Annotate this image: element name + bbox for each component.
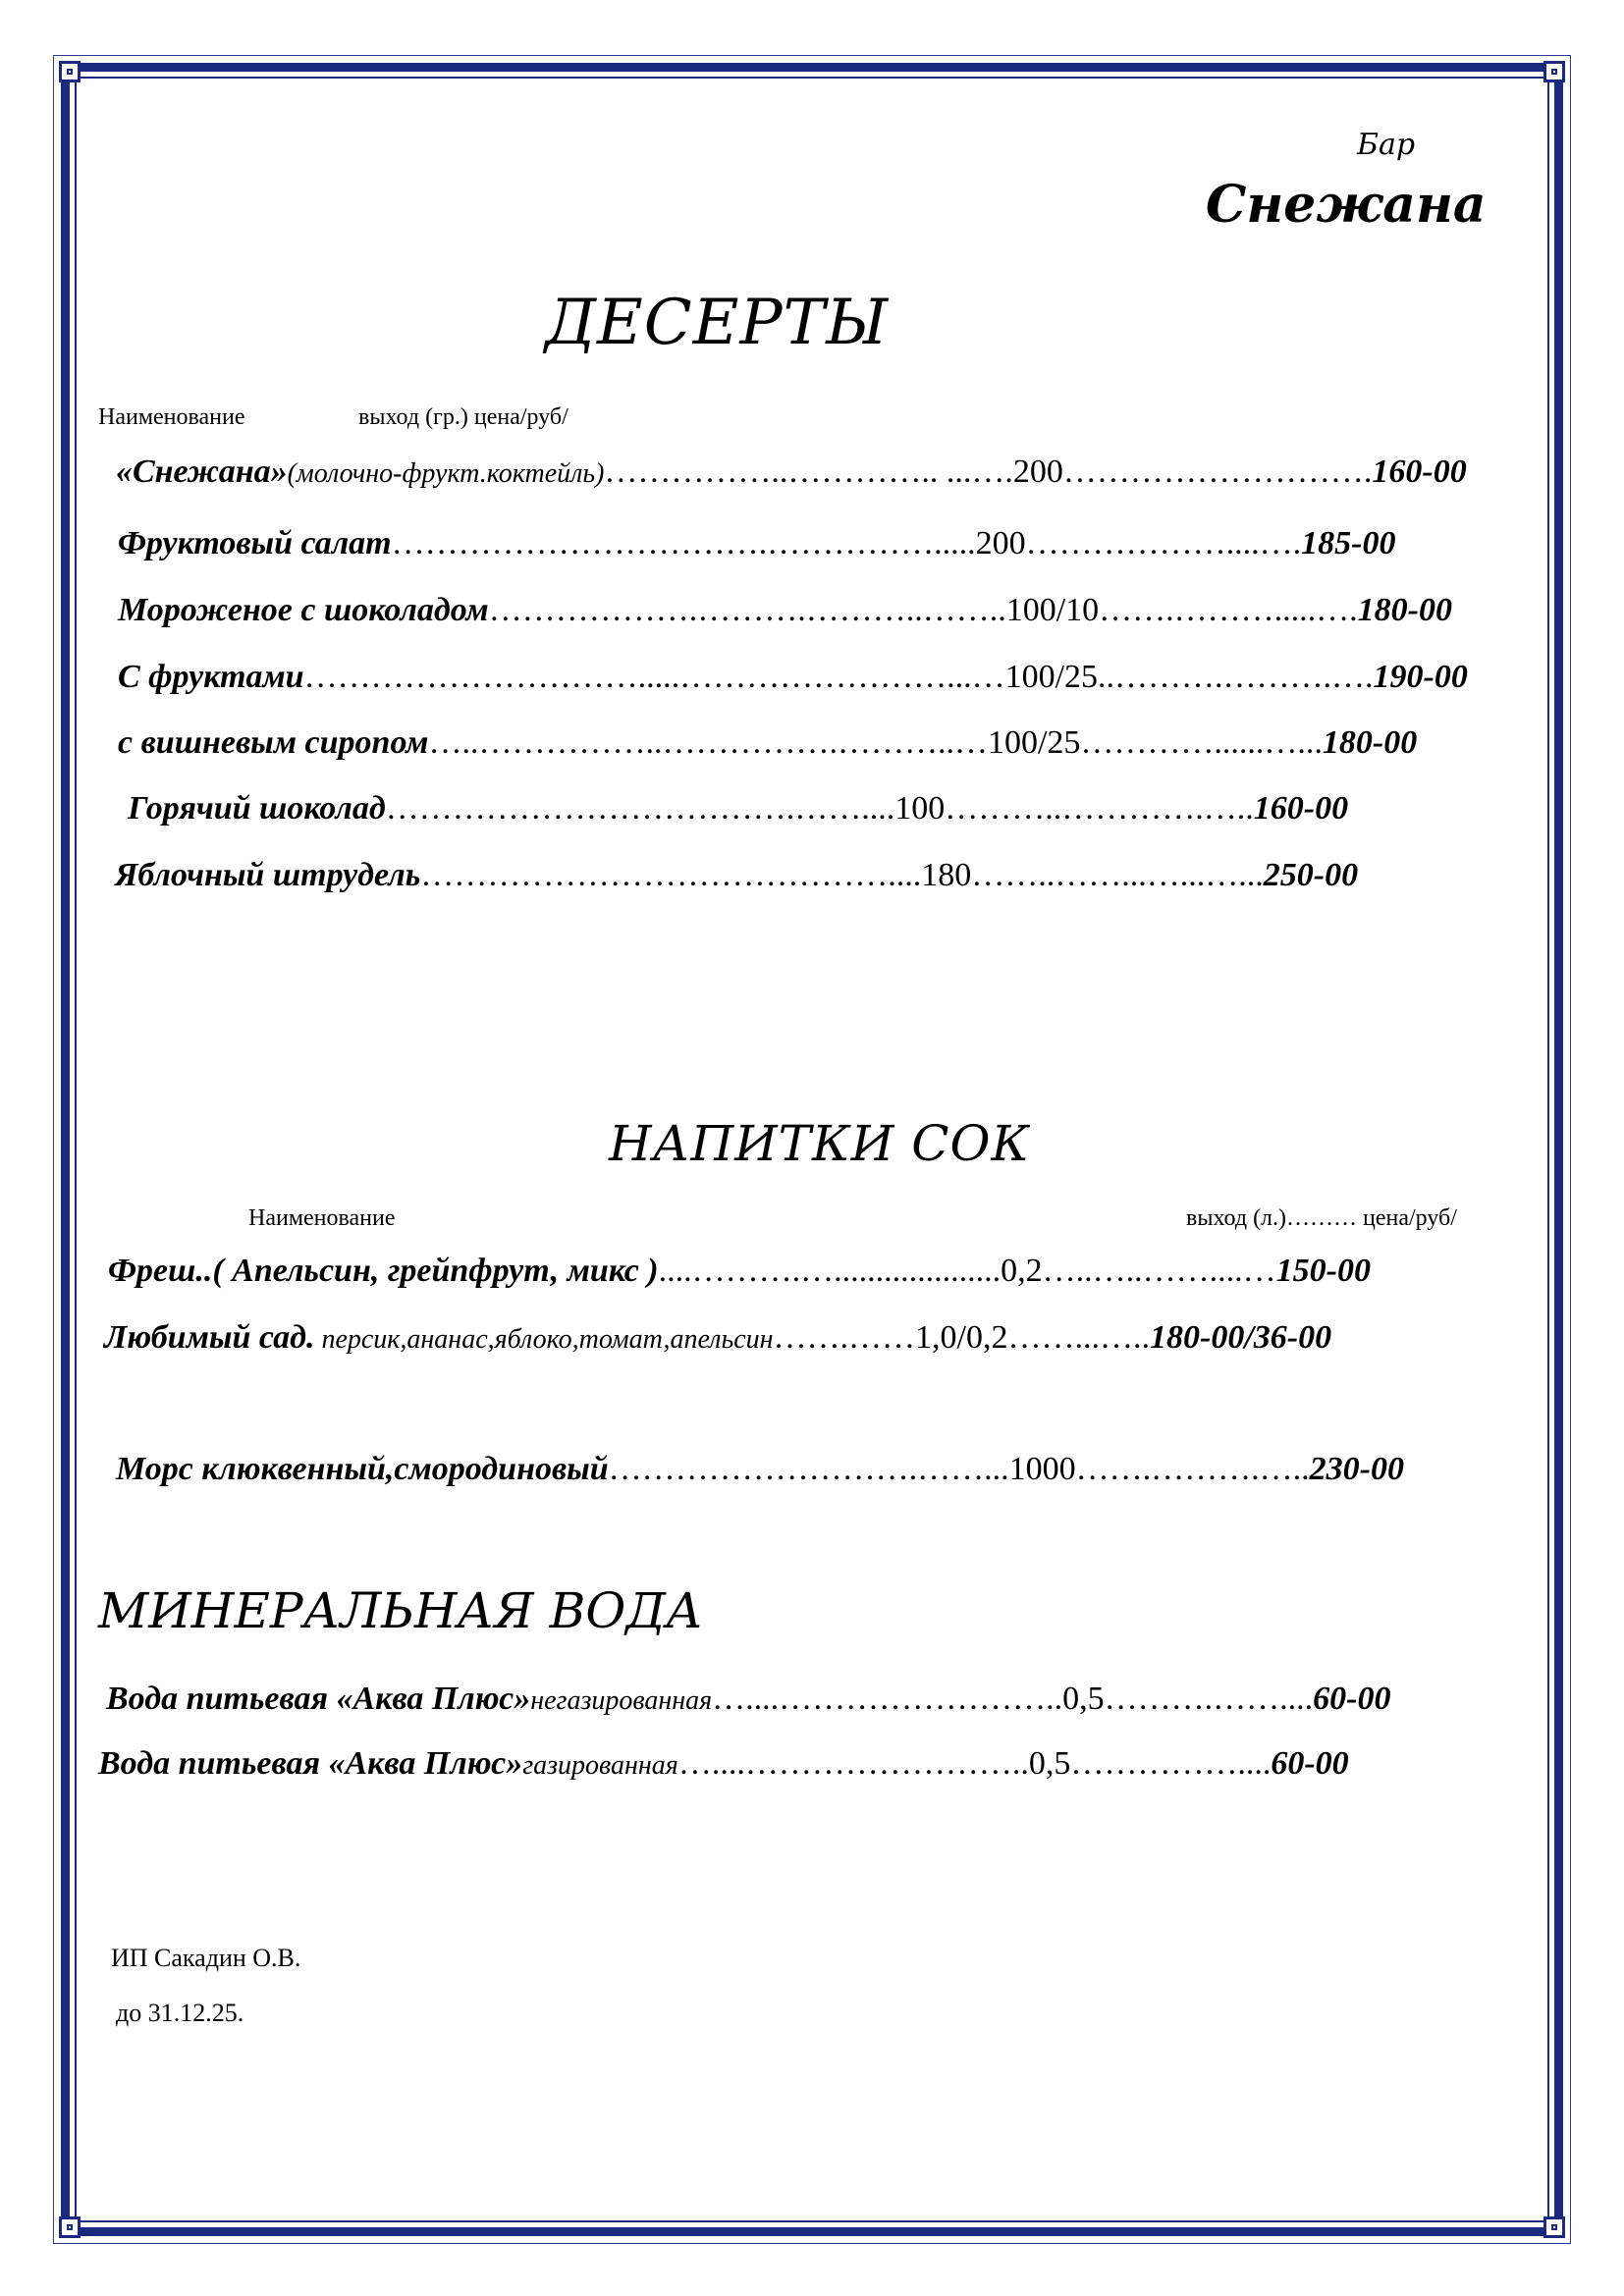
frame-corner-ornament: [1543, 61, 1565, 82]
dot-leader: …....……………………..: [712, 1681, 1063, 1717]
item-yield: 100/25: [1004, 659, 1099, 695]
item-note: газированная: [522, 1750, 678, 1781]
frame-corner-ornament: [1543, 2216, 1565, 2238]
item-note: негазированная: [530, 1685, 713, 1716]
drinks-col-name: Наименование: [248, 1205, 396, 1231]
dot-leader: …….……: [773, 1319, 916, 1356]
item-name: Вода питьевая «Аква Плюс»: [98, 1745, 523, 1782]
desserts-col-yield-price: выход (гр.) цена/руб/: [358, 404, 568, 430]
menu-row: [98, 1745, 1349, 1783]
item-name: Морс клюквенный,смородиновый: [116, 1451, 609, 1487]
frame-corner-ornament: [59, 2216, 81, 2238]
menu-row: [108, 1253, 1371, 1290]
dot-leader: …….……….....….: [1099, 592, 1358, 628]
bar-name: Снежана: [1206, 175, 1487, 235]
owner-name: ИП Сакадин О.В.: [111, 1944, 301, 1972]
mineral-title: МИНЕРАЛЬНАЯ ВОДА: [98, 1582, 703, 1639]
item-price: 150-00: [1275, 1253, 1371, 1289]
dot-leader: …………………………….…………….....: [391, 525, 976, 561]
item-note: (молочно-фрукт.коктейль): [287, 458, 605, 489]
drinks-title: НАПИТКИ СОК: [609, 1115, 1031, 1172]
dot-leader: …..…..……....…: [1042, 1253, 1276, 1289]
item-price: 160-00: [1253, 790, 1349, 827]
desserts-col-name: Наименование: [98, 404, 245, 430]
item-yield: 0,2: [1001, 1253, 1043, 1289]
menu-row: [116, 454, 1467, 491]
menu-row: [118, 592, 1452, 629]
item-price: 60-00: [1271, 1745, 1349, 1782]
item-yield: 100/25: [987, 724, 1081, 761]
bar-label: Бар: [1357, 128, 1416, 162]
dot-leader: …..……………..…………….………..…: [428, 724, 988, 761]
item-price: 180-00/36-00: [1150, 1319, 1332, 1356]
item-yield: 100: [894, 790, 946, 827]
item-name: с вишневым сиропом: [118, 724, 429, 761]
item-name: С фруктами: [118, 659, 304, 695]
item-price: 190-00: [1373, 659, 1468, 695]
dot-leader: ………..………….…..: [945, 790, 1254, 827]
item-yield: 100/10: [1005, 592, 1100, 628]
drinks-col-yield-price: выход (л.)……… цена/руб/: [1186, 1205, 1457, 1231]
dot-leader: ……………..………….. ...….: [604, 454, 1013, 490]
item-yield: 0,5: [1062, 1681, 1105, 1717]
valid-until: до 31.12.25.: [116, 1999, 244, 2027]
dot-leader: ……………....: [1070, 1745, 1272, 1782]
item-name: «Снежана»: [116, 454, 288, 490]
item-yield: 1,0/0,2: [915, 1319, 1008, 1356]
dot-leader: ……………………….: [1062, 454, 1373, 490]
dot-leader: ……..……...…...…...: [971, 857, 1264, 893]
item-price: 185-00: [1301, 525, 1396, 561]
desserts-title: ДЕСЕРТЫ: [545, 287, 890, 359]
dot-leader: ……………………………….……....: [385, 790, 895, 827]
item-name: Яблочный штрудель: [115, 857, 421, 893]
item-yield: 180: [921, 857, 972, 893]
item-name: Горячий шоколад: [128, 790, 386, 827]
frame-corner-ornament: [59, 61, 81, 82]
dot-leader: ……………….……….………..……..: [488, 592, 1006, 628]
item-name: Фреш..( Апельсин, грейпфрут, микс ): [108, 1253, 659, 1289]
menu-row: [118, 659, 1468, 696]
item-yield: 200: [975, 525, 1026, 561]
menu-row: [116, 1451, 1404, 1488]
dot-leader: …………......…...: [1080, 724, 1323, 761]
item-price: 160-00: [1372, 454, 1467, 490]
item-yield: 0,5: [1028, 1745, 1071, 1782]
menu-row: [118, 724, 1417, 762]
dot-leader: ……...…..: [1007, 1319, 1150, 1356]
item-price: 230-00: [1309, 1451, 1404, 1487]
item-price: 250-00: [1263, 857, 1359, 893]
dot-leader: ..……….……….….: [1098, 659, 1374, 695]
item-price: 180-00: [1357, 592, 1452, 628]
item-yield: 1000: [1008, 1451, 1076, 1487]
item-name: Вода питьевая «Аква Плюс»: [106, 1681, 531, 1717]
menu-row: [115, 857, 1358, 894]
item-name: Любимый сад.: [104, 1319, 315, 1356]
menu-row: [104, 1319, 1331, 1357]
dot-leader: ………………....….: [1025, 525, 1302, 561]
dot-leader: ……………………….……...: [608, 1451, 1009, 1487]
item-note: персик,ананас,яблоко,томат,апельсин: [314, 1324, 774, 1355]
item-name: Мороженое с шоколадом: [118, 592, 489, 628]
menu-row: [106, 1681, 1390, 1718]
item-name: Фруктовый салат: [118, 525, 392, 561]
item-price: 60-00: [1313, 1681, 1391, 1717]
dot-leader: ……….……....: [1104, 1681, 1314, 1717]
dot-leader: …….……….…..: [1075, 1451, 1310, 1487]
menu-row: [128, 790, 1348, 828]
dot-leader: ....……….…....................: [658, 1253, 1001, 1289]
dot-leader: …....……………………..: [677, 1745, 1029, 1782]
dot-leader: ………………………….....……………………...…: [303, 659, 1005, 695]
item-price: 180-00: [1322, 724, 1418, 761]
item-yield: 200: [1012, 454, 1063, 490]
menu-row: [118, 525, 1395, 562]
dot-leader: ……………………………………....: [420, 857, 922, 893]
